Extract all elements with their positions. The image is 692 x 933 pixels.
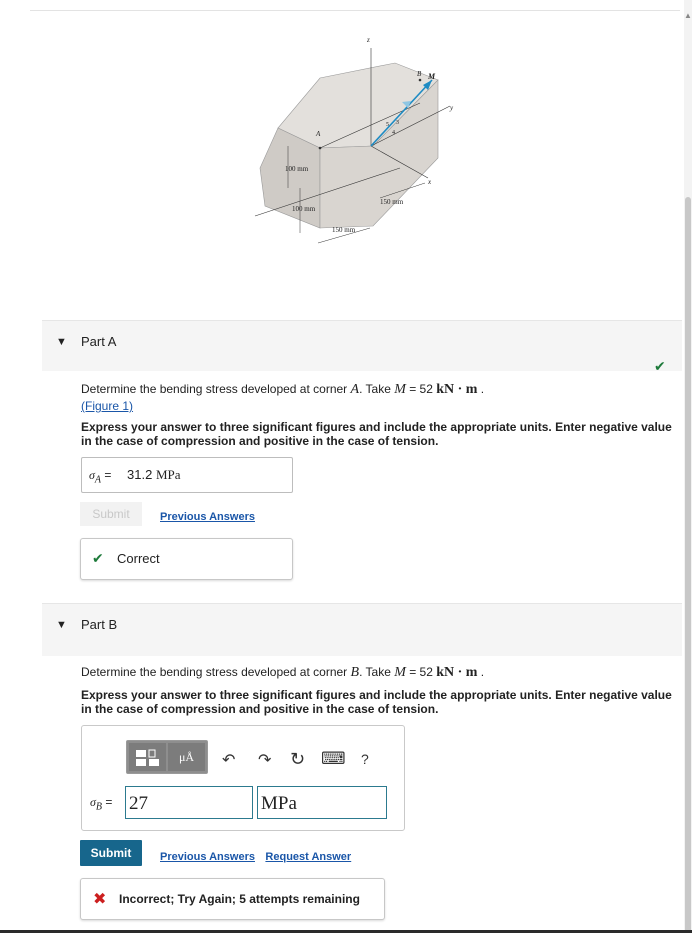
part-b-title[interactable]: Part B [81,617,118,632]
keyboard-icon[interactable]: ⌨ [321,749,346,768]
part-b-links [160,847,351,865]
top-divider [30,10,680,11]
part-a-title[interactable]: Part A [81,334,117,349]
part-b-feedback [80,878,385,920]
question-text: Determine the bending stress developed at corner [81,382,351,396]
slope-4-label: 4 [392,130,395,136]
a-label: A [316,130,321,138]
equals-sign: = [101,468,112,482]
template-icon[interactable] [129,743,166,771]
moment-unit: kN · m [436,382,478,397]
answer-number: 31.2 [127,467,153,482]
sigma-sub: B [95,801,103,813]
part-a-previous-answers-link[interactable]: Previous Answers [160,511,255,523]
corner-var: B [350,665,360,680]
m-label: M [428,72,436,81]
part-a-question [81,382,484,398]
reset-icon[interactable]: ↻ [290,749,306,769]
moment-eq: = 52 [405,665,437,679]
scrollbar-thumb[interactable] [685,197,691,933]
slope-3-label: 3 [396,120,399,126]
question-text-mid: . Take [359,382,395,396]
redo-icon[interactable]: ↷ [258,752,272,769]
part-a-feedback-text: Correct [117,551,160,566]
figure-link[interactable]: (Figure 1) [81,399,134,413]
part-b-input-label [90,795,112,812]
part-b-previous-answers-link[interactable]: Previous Answers [160,851,255,863]
request-answer-link[interactable]: Request Answer [265,851,352,863]
beam-figure [240,28,470,268]
part-a-answer-label [89,468,111,485]
part-b-feedback-text: Incorrect; Try Again; 5 attempts remaining [119,892,360,906]
fraction-template-icon [135,749,161,767]
undo-icon[interactable]: ↶ [222,752,236,769]
sigma-sub: A [94,474,102,486]
part-b-question [81,665,484,681]
part-b-header[interactable] [42,603,682,656]
part-b-caret-icon[interactable]: ▼ [56,619,67,631]
corner-var: A [350,382,360,397]
part-a-answer-value [127,467,181,483]
part-b-submit-button[interactable]: Submit [80,840,142,866]
b-label: B [417,70,422,78]
sigma-symbol: σ [90,795,96,809]
corner-b-point [419,79,422,82]
unit-input[interactable]: MPa [257,786,387,819]
part-a-caret-icon[interactable]: ▼ [56,336,67,348]
value-input[interactable]: 27 [125,786,253,819]
part-a-links [160,507,255,525]
part-a-submit-button[interactable]: Submit [80,502,142,526]
part-a-feedback [80,538,293,580]
dim-100-bottom-label: 100 mm [292,205,316,213]
units-button[interactable]: μÅ [168,743,205,771]
incorrect-x-icon: ✖ [93,891,107,908]
z-label: z [367,36,370,44]
dim-100-top-label: 100 mm [285,165,309,173]
part-a-check-icon: ✔ [654,358,666,374]
question-end: . [477,382,485,396]
moment-unit: kN · m [436,665,478,680]
y-label: y [450,104,454,112]
part-a-answer-box [81,457,293,493]
question-text: Determine the bending stress developed at corner [81,665,351,679]
dim-150-right-label: 150 mm [380,198,404,206]
moment-eq: = 52 [405,382,437,396]
moment-var: M [394,665,406,680]
part-a-instructions: Express your answer to three significant figures and include the appropriate units. Enter negative value in the case of compression and positive in the case of tension. [81,420,672,448]
scroll-up-arrow-icon[interactable]: ▲ [684,11,692,20]
moment-var: M [394,382,406,397]
sigma-symbol: σ [89,468,95,482]
template-button[interactable] [126,740,208,774]
corner-a-point [319,147,322,150]
part-b-instructions: Express your answer to three significant figures and include the appropriate units. Enter negative value in the case of compression and positive in the case of tension. [81,688,672,716]
part-a-header[interactable] [42,320,682,371]
question-text-mid: . Take [359,665,395,679]
correct-check-icon: ✔ [92,550,104,566]
slope-5-label: 5 [386,122,389,128]
equals-sign: = [102,795,113,809]
question-end: . [477,665,485,679]
x-label: x [428,178,432,186]
help-icon[interactable]: ? [361,751,369,767]
figure-link-wrap [81,397,133,415]
dim-150-bottom-label: 150 mm [332,226,356,234]
answer-unit: MPa [155,467,181,482]
